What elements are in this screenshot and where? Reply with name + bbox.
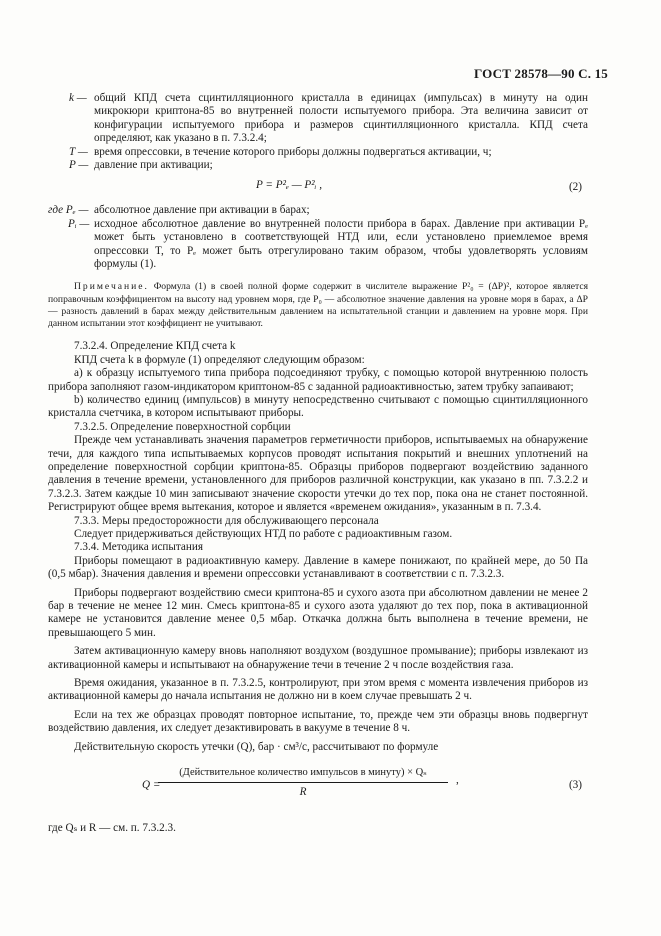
- definition-p: [48, 159, 588, 172]
- paragraph: Действительную скорость утечки (Q), бар · см³/с, рассчитывают по формуле: [74, 740, 439, 753]
- definition-pi: [48, 218, 588, 272]
- def-symbol: P —: [69, 159, 89, 172]
- definition-pe: [48, 204, 588, 217]
- definition-k: [48, 92, 588, 146]
- def-text: давление при активации;: [94, 159, 213, 172]
- footer-line: где Qₛ и R — см. п. 7.3.2.3.: [48, 822, 176, 835]
- def-text: абсолютное давление при активации в барах;: [94, 204, 310, 217]
- def-symbol: где Pₑ —: [48, 204, 89, 217]
- note-label: Примечание.: [74, 281, 149, 293]
- paragraph: Затем активационную камеру вновь наполняют воздухом (воздушное промывание); приборы извлекают из активационной камеры и испытывают на обнаружение течи в течение 2 ч после воздействия газа.: [48, 645, 588, 671]
- formula-3-number: (3): [568, 779, 582, 792]
- def-symbol: k —: [69, 92, 87, 104]
- formula-3-denominator: R: [299, 786, 307, 799]
- formula-3-lhs: Q =: [142, 779, 161, 792]
- paragraph: Следует придерживаться действующих НТД по работе с радиоактивным газом.: [74, 527, 453, 540]
- note-text: Формула (1) в своей полной форме содержит в числителе выражение P²₀ = (ΔP)², которое является поправочным коэффициентом на высоту над уровнем моря, где P₀ — абсолютное значение давления на уровне моря в барах, а ΔP — разность давлений в барах между действительным давлением на испытательной станции и давлением на уровне моря. При данном испытании этот коэффициент не учитывают.: [48, 281, 588, 330]
- formula-3-numerator: (Действительное количество импульсов в минуту) × Qₛ: [179, 767, 427, 779]
- section-heading-7-3-2-5: 7.3.2.5. Определение поверхностной сорбции: [74, 420, 291, 433]
- section-heading-7-3-2-4: 7.3.2.4. Определение КПД счета k: [74, 340, 236, 353]
- section-heading-7-3-3: 7.3.3. Меры предосторожности для обслуживающего персонала: [74, 514, 379, 527]
- note-paragraph: [48, 281, 588, 330]
- formula-3: [48, 764, 588, 810]
- page-header: ГОСТ 28578—90 С. 15: [474, 66, 608, 81]
- paragraph: Время ожидания, указанное в п. 7.3.2.5, контролируют, при этом время с момента извлечения приборов из активационной камеры до начала испытания не должно ни в коем случае превышать 2 ч.: [48, 677, 588, 703]
- paragraph: Прежде чем устанавливать значения параметров герметичности приборов, испытываемых на обнаружение течи, для каждого типа испытываемых корпусов проводят испытания покрытий и внешних уплотнений на определение поверхностной сорбции криптона-85. Образцы приборов подвергают воздействию заданного давления в течение времени, установленного для приборов различной конструкции, как указано в пп. 7.3.2.2 и 7.3.2.3. Затем каждые 10 мин записывают значение скорости утечки до тех пор, пока она не станет постоянной. Регистрируют общее время вытекания, которое и является «временем ожидания», указанным в п. 7.3.4.: [48, 434, 588, 514]
- list-item-a: а) к образцу испытуемого типа прибора подсоединяют трубку, с помощью которой внутреннюю полость прибора заполняют газом-индикатором криптоном-85 с заданной радиоактивностью, затем трубку запаивают;: [48, 367, 588, 393]
- paragraph: Приборы подвергают воздействию смеси криптона-85 и сухого азота при абсолютном давлении не менее 2 бар в течение не менее 12 мин. Смесь криптона-85 и сухого азота удаляют до тех пор, пока в активационной камере не установится давление менее 0,5 мбар. Откачка должна быть выполнена в течение времени, не превышающего 5 мин.: [48, 586, 588, 639]
- paragraph: КПД счета k в формуле (1) определяют следующим образом:: [74, 353, 365, 366]
- formula-2-expression: P = P²ₑ — P²ᵢ ,: [256, 179, 322, 192]
- formula-2-number: (2): [568, 181, 582, 194]
- paragraph: Если на тех же образцах проводят повторное испытание, то, прежде чем эти образцы вновь подвергнут воздействию давления, их следует дезактивировать в вакууме в течение 8 ч.: [48, 708, 588, 735]
- section-heading-7-3-4: 7.3.4. Методика испытания: [74, 541, 204, 554]
- def-symbol: T —: [69, 145, 88, 158]
- def-symbol: Pᵢ —: [68, 217, 90, 230]
- formula-2: [48, 175, 588, 201]
- def-text: исходное абсолютное давление во внутренней полости прибора в барах. Давление при активации Pₑ может быть установлено в соответствующей НТД или, если установлено приемлемое время опрессовки T, то Pₑ может быть отрегулировано таким образом, чтобы удовлетворять условиям формулы (1).: [94, 217, 588, 271]
- def-text: общий КПД счета сцинтилляционного кристалла в единицах (импульсах) в минуту на один микрокюри криптона-85 во внутренней полости испытуемого прибора. Эта величина зависит от конфигурации испытуемого прибора и размеров сцинтилляционного кристалла. КПД счета определяют, как указано в п. 7.3.2.4;: [94, 92, 588, 145]
- fraction-bar: [158, 782, 448, 783]
- formula-3-tail: ,: [456, 774, 459, 787]
- paragraph: Приборы помещают в радиоактивную камеру. Давление в камере понижают, по крайней мере, до 50 Па (0,5 мбар). Значения давления и времени опрессовки устанавливают в соответствии с п. 7.3.2.3.: [48, 554, 588, 581]
- list-item-b: b) количество единиц (импульсов) в минуту непосредственно считывают с помощью сцинтилляционного кристалла счетчика, в котором испытывают приборы.: [48, 393, 588, 420]
- page-content: [48, 92, 588, 835]
- definition-t: [48, 146, 588, 159]
- def-text: время опрессовки, в течение которого приборы должны подвергаться активации, ч;: [94, 145, 492, 158]
